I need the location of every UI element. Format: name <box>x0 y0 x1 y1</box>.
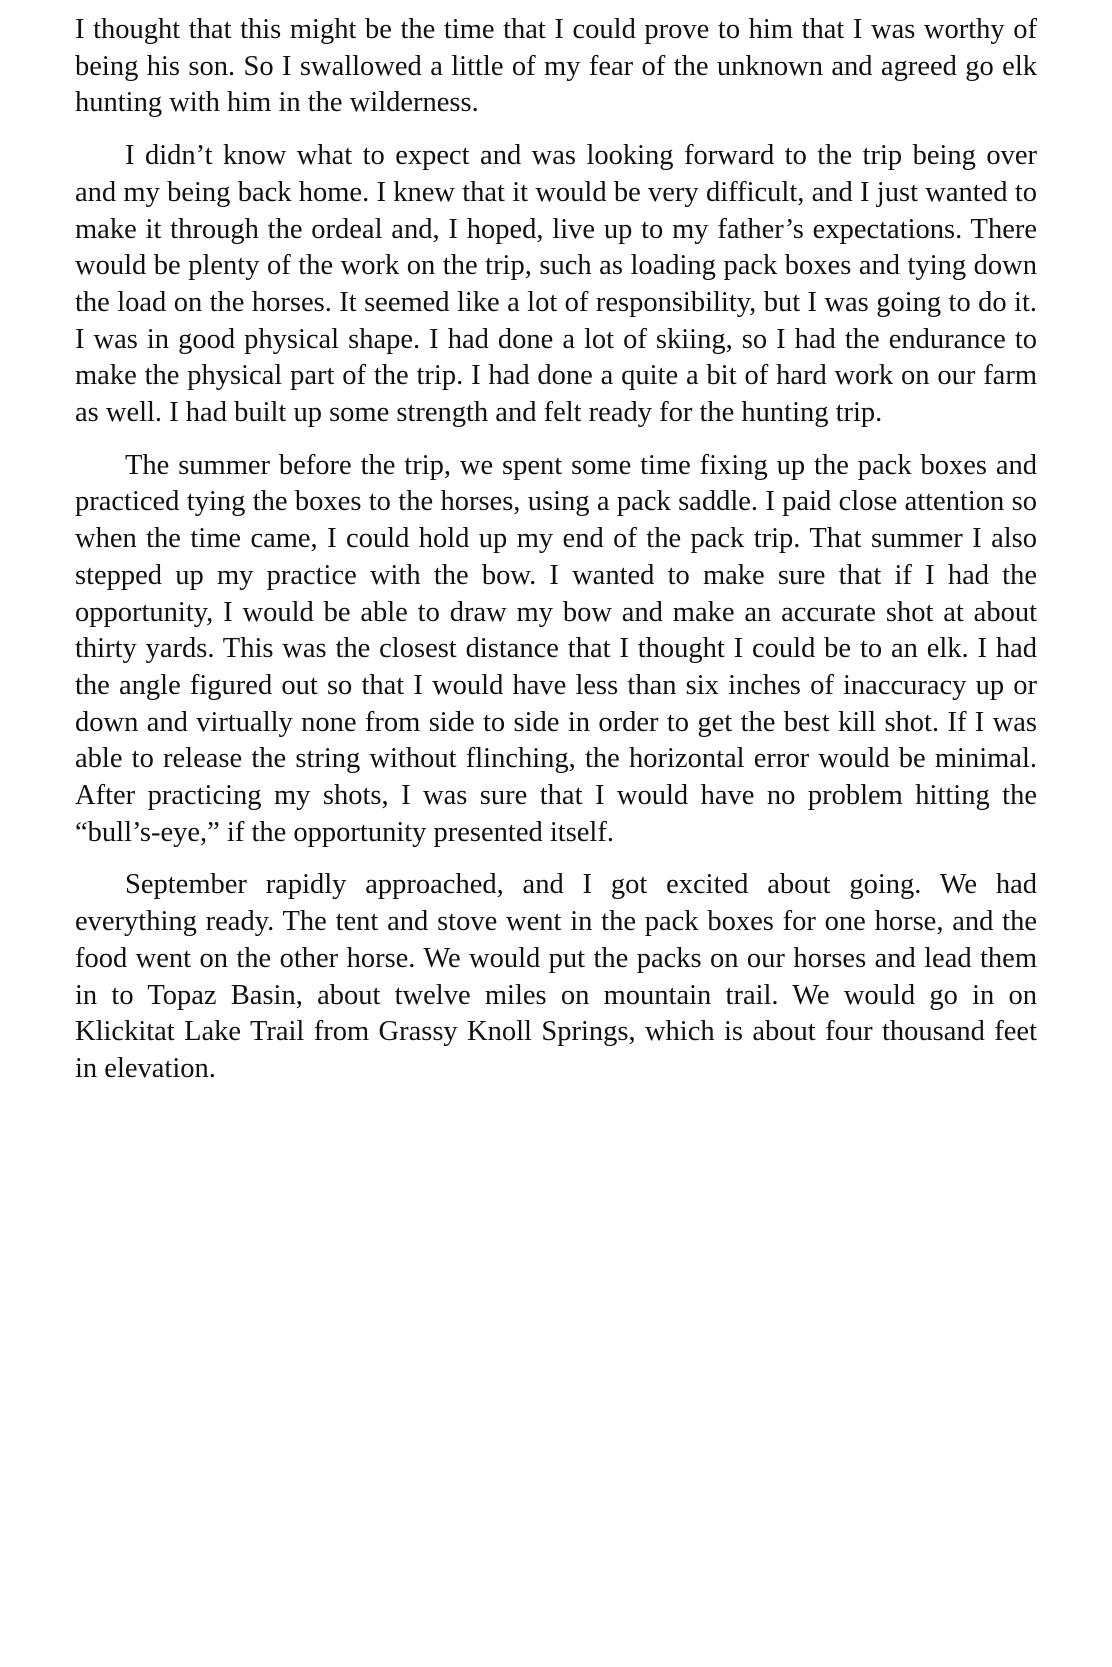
paragraph: I didn’t know what to expect and was looking forward to the trip being over and my being back home. I knew that it would be very difficult, and I just wanted to make it through the ordeal and, I hoped, live up to my father’s expectations. There would be plenty of the work on the trip, such as loading pack boxes and tying down the load on the horses. It seemed like a lot of responsibility, but I was going to do it. I was in good physical shape. I had done a lot of skiing, so I had the endurance to make the physical part of the trip. I had done a quite a bit of hard work on our farm as well. I had built up some strength and felt ready for the hunting trip. <box>75 140 1037 429</box>
paragraph: I thought that this might be the time that I could prove to him that I was worthy of being his son. So I swallowed a little of my fear of the unknown and agreed go elk hunting with him in the wilderness. <box>75 14 1037 119</box>
paragraph: September rapidly approached, and I got excited about going. We had everything ready. The tent and stove went in the pack boxes for one horse, and the food went on the other horse. We would put the packs on our horses and lead them in to Topaz Basin, about twelve miles on mountain trail. We would go in on Klickitat Lake Trail from Grassy Knoll Springs, which is about four thousand feet in elevation. <box>75 869 1037 1084</box>
document-page <box>75 12 1037 1104</box>
paragraph: The summer before the trip, we spent some time fixing up the pack boxes and practiced tying the boxes to the horses, using a pack saddle. I paid close attention so when the time came, I could hold up my end of the pack trip. That summer I also stepped up my practice with the bow. I wanted to make sure that if I had the opportunity, I would be able to draw my bow and make an accurate shot at about thirty yards. This was the closest distance that I thought I could be to an elk. I had the angle figured out so that I would have less than six inches of inaccuracy up or down and virtually none from side to side in order to get the best kill shot. If I was able to release the string without flinching, the horizontal error would be minimal. After practicing my shots, I was sure that I would have no problem hitting the “bull’s-eye,” if the opportunity presented itself. <box>75 449 1037 848</box>
